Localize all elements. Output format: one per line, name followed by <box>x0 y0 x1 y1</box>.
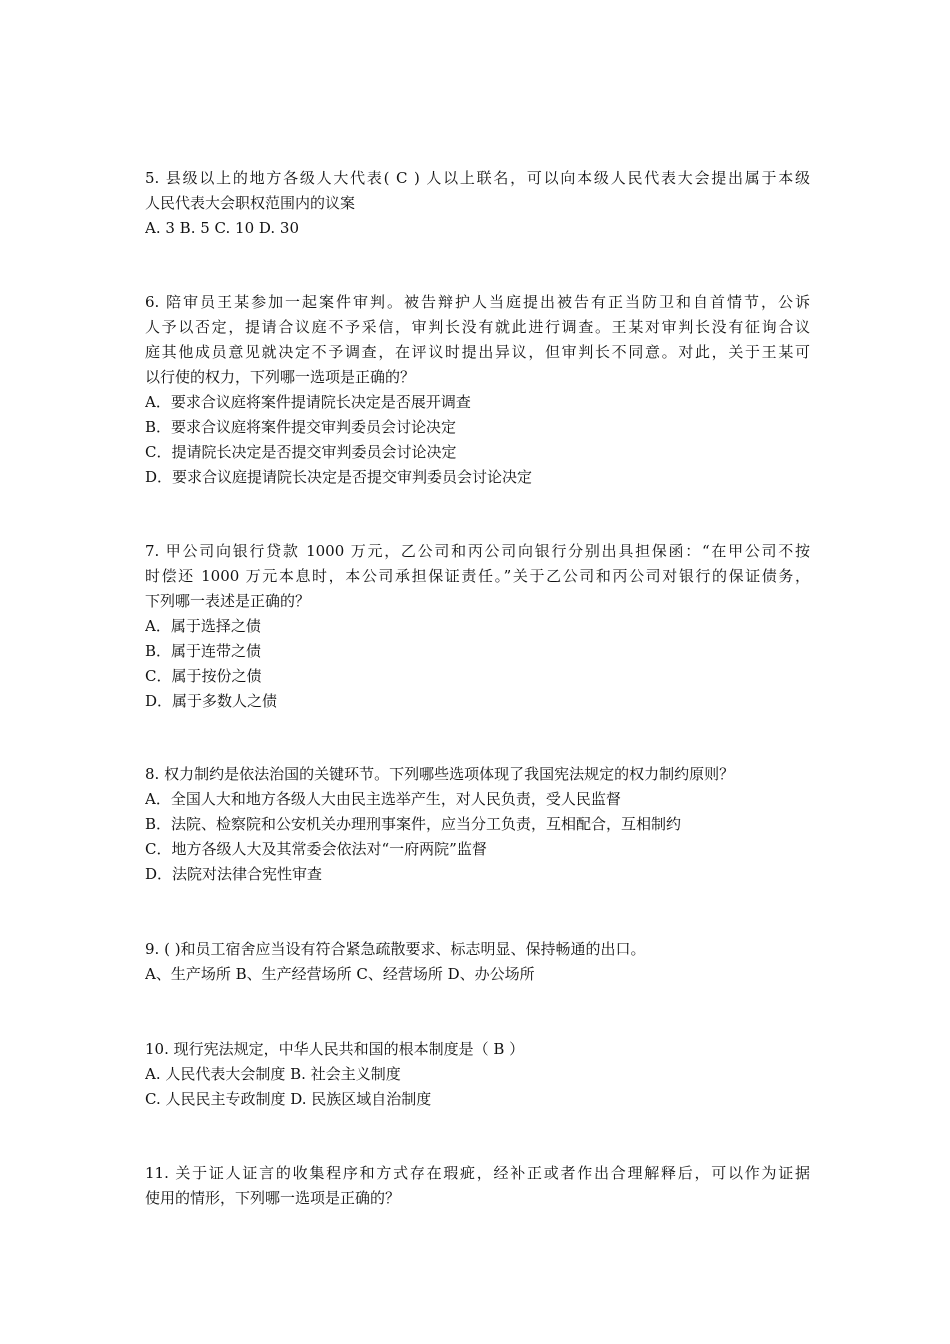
question-text-line: 下列哪一表述是正确的？ <box>145 592 311 610</box>
question-7 <box>145 539 810 714</box>
question-9 <box>145 937 810 987</box>
question-text-line: 8. 权力制约是依法治国的关键环节。下列哪些选项体现了我国宪法规定的权力制约原则？ <box>145 765 735 783</box>
question-text-line: 6. 陪审员王某参加一起案件审判。被告辩护人当庭提出被告有正当防卫和自首情节，公诉 <box>145 293 810 311</box>
question-text-line: 10. 现行宪法规定，中华人民共和国的根本制度是（ B ） <box>145 1040 525 1058</box>
question-text-line: 以行使的权力，下列哪一选项是正确的？ <box>145 368 416 386</box>
answer-option: C．属于按份之债 <box>145 667 262 685</box>
question-11 <box>145 1161 810 1211</box>
answer-option: C．提请院长决定是否提交审判委员会讨论决定 <box>145 443 457 461</box>
answer-option: C．地方各级人大及其常委会依法对“一府两院”监督 <box>145 840 487 858</box>
question-text-line: 人民代表大会职权范围内的议案 <box>145 194 356 212</box>
answer-option: A．全国人大和地方各级人大由民主选举产生，对人民负责，受人民监督 <box>145 790 621 808</box>
answer-options: A、生产场所 B、生产经营场所 C、经营场所 D、办公场所 <box>145 965 535 983</box>
question-6 <box>145 290 810 490</box>
question-5 <box>145 166 810 241</box>
answer-option: B．法院、检察院和公安机关办理刑事案件，应当分工负责，互相配合，互相制约 <box>145 815 682 833</box>
question-text-line: 庭其他成员意见就决定不予调查，在评议时提出异议，但审判长不同意。对此，关于王某可 <box>145 343 810 361</box>
answer-option: D．要求合议庭提请院长决定是否提交审判委员会讨论决定 <box>145 468 533 486</box>
answer-option: A．属于选择之债 <box>145 617 261 635</box>
question-text-line: 使用的情形，下列哪一选项是正确的？ <box>145 1189 401 1207</box>
question-text-line: 5. 县级以上的地方各级人大代表( C ) 人以上联名，可以向本级人民代表大会提出属于本级 <box>145 169 810 187</box>
question-10 <box>145 1037 810 1112</box>
answer-option: B．属于连带之债 <box>145 642 262 660</box>
question-8 <box>145 762 810 887</box>
question-text-line: 人予以否定，提请合议庭不予采信，审判长没有就此进行调查。王某对审判长没有征询合议 <box>145 318 810 336</box>
question-text-line: 9. ( )和员工宿舍应当设有符合紧急疏散要求、标志明显、保持畅通的出口。 <box>145 940 646 958</box>
question-text-line: 7. 甲公司向银行贷款 1000 万元，乙公司和丙公司向银行分别出具担保函：“在甲公司不按 <box>145 542 810 560</box>
answer-option: B．要求合议庭将案件提交审判委员会讨论决定 <box>145 418 457 436</box>
answer-option: A．要求合议庭将案件提请院长决定是否展开调查 <box>145 393 471 411</box>
answer-options: A. 人民代表大会制度 B. 社会主义制度 <box>145 1065 401 1083</box>
answer-options: A. 3 B. 5 C. 10 D. 30 <box>145 219 299 237</box>
question-text-line: 时偿还 1000 万元本息时，本公司承担保证责任。”关于乙公司和丙公司对银行的保证债务， <box>145 567 810 585</box>
question-text-line: 11. 关于证人证言的收集程序和方式存在瑕疵，经补正或者作出合理解释后，可以作为证据 <box>145 1164 810 1182</box>
answer-option: D．属于多数人之债 <box>145 692 278 710</box>
answer-options: C. 人民民主专政制度 D. 民族区域自治制度 <box>145 1090 432 1108</box>
answer-option: D．法院对法律合宪性审查 <box>145 865 323 883</box>
